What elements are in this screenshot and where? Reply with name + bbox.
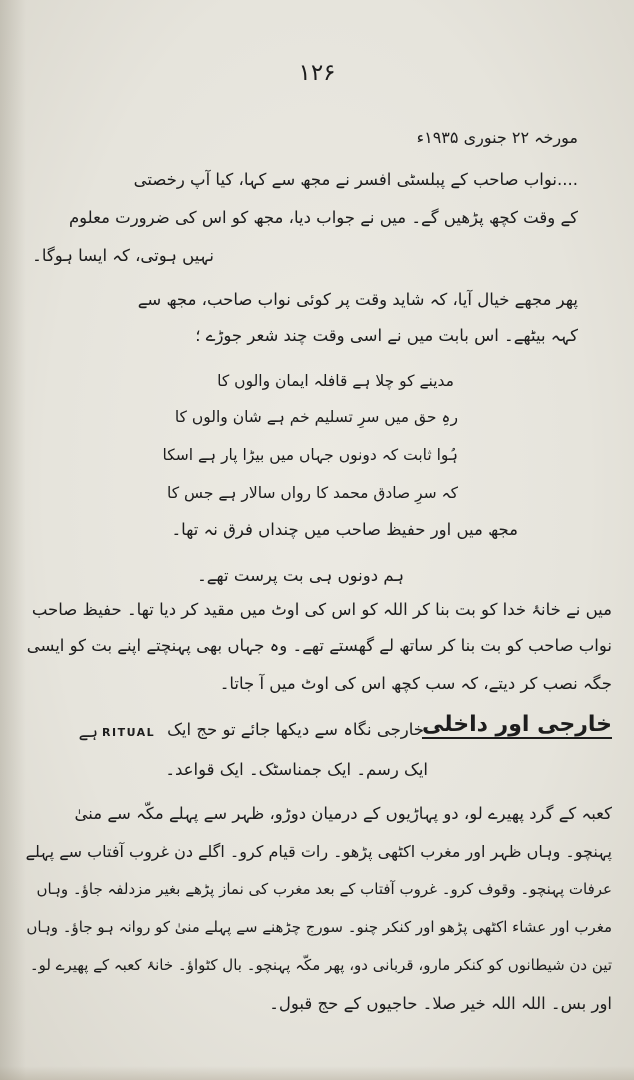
verse-line: مدینے کو چلا ہے قافلہ ایمان والوں کا	[217, 372, 454, 390]
paragraph3-line: جگہ نصب کر دیتے، کہ سب کچھ اس کی اوٹ میں آ جاتا۔	[219, 674, 612, 693]
page-number: ۱۲۶	[298, 60, 336, 86]
section-heading: خارجی اور داخلی	[421, 712, 612, 737]
paragraph2-line: کہہ بیٹھے۔ اس بابت میں نے اسی وقت چند شعر جوڑے ؛	[195, 326, 578, 345]
paragraph3-line: نواب صاحب کو بت بنا کر ساتھ لے گھستے تھے۔ وہ جہاں بھی پہنچتے اپنے بت کو ایسی	[26, 636, 612, 655]
paragraph4-line: عرفات پہنچو۔ وقوف کرو۔ غروب آفتاب کے بعد مغرب کی نماز پڑھے بغیر مزدلفہ جاؤ۔ وہاں	[36, 880, 612, 898]
paragraph2-line: پھر مجھے خیال آیا، کہ شاید وقت پر کوئی نواب صاحب، مجھ سے	[137, 290, 578, 309]
page-bottom-shadow	[0, 1066, 634, 1080]
paragraph1-line: ....نواب صاحب کے پبلسٹی افسر نے مجھ سے کہا، کیا آپ رخصتی	[133, 170, 578, 189]
section-line2: ایک رسم۔ ایک جمناسٹک۔ ایک قواعد۔	[165, 760, 428, 779]
paragraph3-line: مجھ میں اور حفیظ صاحب میں چنداں فرق نہ تھا۔	[171, 520, 518, 539]
paragraph4-line: کعبہ کے گرد پھیرے لو، دو پہاڑیوں کے درمیان دوڑو، ظہر سے پہلے مکّہ سے منیٰ	[74, 804, 612, 823]
page-gutter-shadow	[0, 0, 26, 1080]
paragraph3-line: میں نے خانۂ خدا کو بت بنا کر اللہ کو اس کی اوٹ میں مقید کر دیا تھا۔ حفیظ صاحب	[31, 600, 612, 619]
verse-line: رہِ حق میں سرِ تسلیم خم ہے شان والوں کا	[174, 408, 458, 426]
paragraph1-line: نہیں ہوتی، کہ ایسا ہوگا۔	[32, 246, 214, 265]
paragraph4-line: پہنچو۔ وہاں ظہر اور مغرب اکٹھی پڑھو۔ رات قیام کرو۔ اگلے دن غروب آفتاب سے پہلے	[25, 842, 612, 861]
date-line: مورخہ ۲۲ جنوری ۱۹۳۵ء	[416, 128, 578, 147]
paragraph4-line: مغرب اور عشاء اکٹھی پڑھو اور کنکر چنو۔ سورج چڑھنے سے پہلے منیٰ کو روانہ ہو جاؤ۔ وہاں	[26, 918, 612, 936]
section-line1-suffix: ہے	[78, 722, 98, 741]
ritual-label: RITUAL	[102, 726, 156, 739]
paragraph3-line: ہم دونوں ہی بت پرست تھے۔	[197, 566, 404, 585]
paragraph4-line: اور بس۔ اللہ اللہ خیر صلا۔ حاجیوں کے حج قبول۔	[269, 994, 612, 1013]
verse-line: ہُوا ثابت کہ دونوں جہاں میں بیڑا پار ہے اسکا	[162, 446, 458, 464]
verse-line: کہ سرِ صادق محمد کا رواں سالار ہے جس کا	[167, 484, 458, 502]
section-line1-prefix: خارجی نگاہ سے دیکھا جائے تو حج ایک	[167, 720, 424, 739]
paragraph1-line: کے وقت کچھ پڑھیں گے۔ میں نے جواب دیا، مجھ کو اس کی ضرورت معلوم	[68, 208, 578, 227]
paragraph4-line: تین دن شیطانوں کو کنکر مارو، قربانی دو، پھر مکّہ پہنچو۔ بال کٹواؤ۔ خانۂ کعبہ کے پھیرے لو۔	[29, 956, 612, 974]
